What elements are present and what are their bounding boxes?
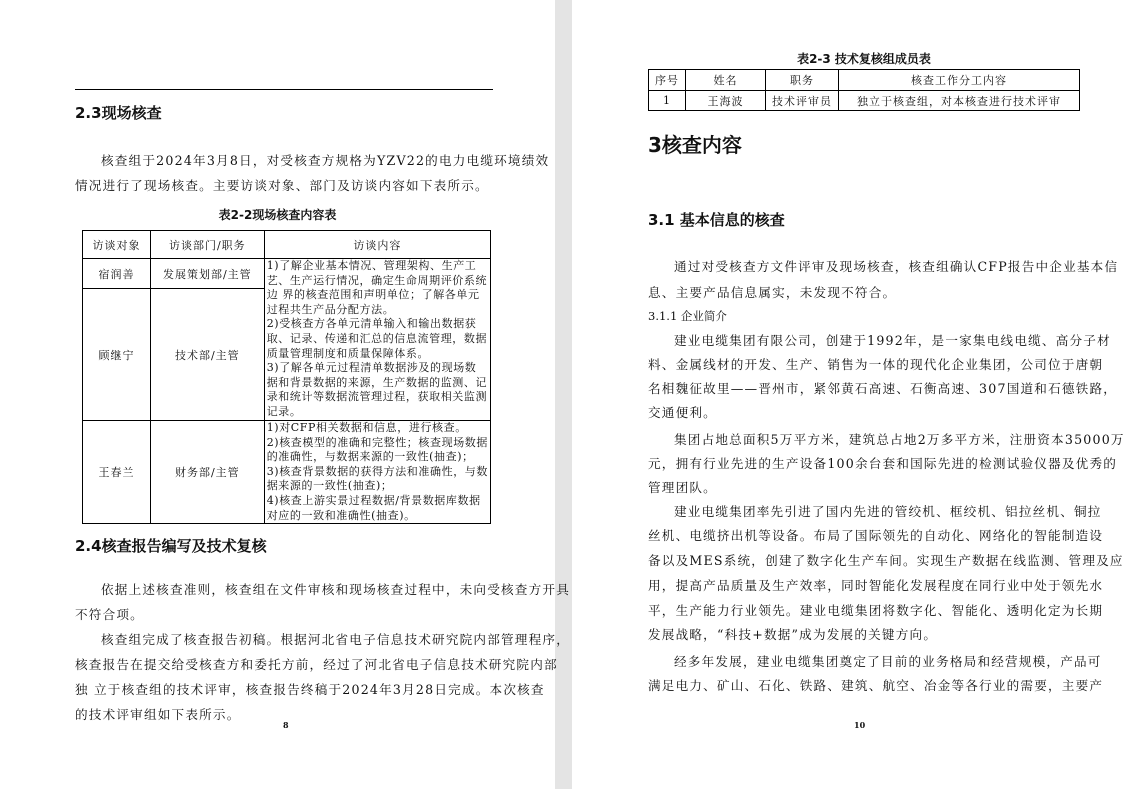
page-number: 8 [283, 720, 289, 730]
text-line: 的技术评审组如下表所示。 [75, 707, 241, 722]
text-line: 3)核查背景数据的获得方法和准确性，与数 [266, 464, 488, 478]
person-cell: 王春兰 [83, 421, 151, 524]
text-line: 依据上述核查准则，核查组在文件审核和现场核查过程中，未向受核查方开具 [101, 582, 570, 597]
text-line: 核查组于2024年3月8日，对受核查方规格为YZV22的电力电缆环境绩效 [101, 153, 550, 168]
header-rule [75, 89, 493, 90]
section-heading-3-1: 3.1 基本信息的核查 [648, 211, 785, 229]
column-header: 访谈部门/职务 [150, 231, 264, 259]
text-line: 备以及MES系统，创建了数字化生产车间。实现生产数据在线监测、管理及应 [648, 553, 1124, 568]
table-row [83, 421, 491, 524]
text-line: 据和背景数据的来源，生产数据的监测、记 [266, 375, 488, 389]
content-cell [264, 259, 490, 421]
section-heading-2-3: 2.3现场核查 [75, 104, 162, 122]
text-line: 对应的一致和准确性(抽查)。 [266, 508, 416, 522]
text-line: 艺、生产运行情况，确定生命周期评价系统 [266, 273, 488, 287]
table-caption: 表2-3 技术复核组成员表 [797, 52, 931, 66]
table-caption: 表2-2现场核查内容表 [218, 208, 337, 222]
dept-cell: 财务部/主管 [150, 421, 264, 524]
text-line: 不符合项。 [75, 607, 144, 622]
text-line: 息、主要产品信息属实，未发现不符合。 [648, 285, 897, 300]
column-header: 访谈内容 [264, 231, 490, 259]
text-line: 丝机、电缆挤出机等设备。布局了国际领先的自动化、网络化的智能制造设 [648, 528, 1104, 543]
text-line: 过程共生产品分配方法。 [266, 302, 395, 316]
text-line: 核查报告在提交给受核查方和委托方前，经过了河北省电子信息技术研究院内部 [75, 657, 558, 672]
table-row [649, 91, 1080, 111]
text-line: 4)核查上游实景过程数据/背景数据库数据 [266, 493, 481, 507]
chapter-heading: 3核查内容 [648, 133, 742, 157]
review-team-table [648, 69, 1080, 111]
text-line: 录和统计等数据流管理过程，获取相关监测 [266, 390, 488, 404]
column-header: 核查工作分工内容 [839, 70, 1080, 91]
text-line: 1)对CFP相关数据和信息，进行核查。 [266, 421, 467, 434]
text-line: 建业电缆集团有限公司，创建于1992年，是一家集电线电缆、高分子材 [674, 333, 1111, 348]
text-line: 记录。 [266, 404, 302, 418]
column-header: 职务 [766, 70, 839, 91]
text-line: 的准确性，与数据来源的一致性(抽查)； [266, 450, 474, 464]
text-line: 元，拥有行业先进的生产设备100余台套和国际先进的检测试验仪器及优秀的 [648, 456, 1118, 471]
onsite-review-table [82, 230, 491, 524]
text-line: 通过对受核查方文件评审及现场核查，核查组确认CFP报告中企业基本信 [674, 259, 1119, 274]
text-line: 发展战略，“科技+数据”成为发展的关键方向。 [648, 627, 938, 642]
text-line: 据来源的一致性(抽查)； [266, 479, 393, 493]
text-line: 管理团队。 [648, 480, 717, 495]
text-line: 平，生产能力行业领先。建业电缆集团将数字化、智能化、透明化定为长期 [648, 603, 1104, 618]
text-line: 质量管理制度和质量保障体系。 [266, 346, 430, 360]
text-line: 名相魏征故里——晋州市，紧邻黄石高速、石衡高速、307国道和石德铁路， [648, 381, 1118, 396]
text-line: 料、金属线材的开发、生产、销售为一体的现代化企业集团，公司位于唐朝 [648, 357, 1104, 372]
text-line: 交通便利。 [648, 405, 717, 420]
duty-cell: 独立于核查组，对本核查进行技术评审 [839, 91, 1080, 111]
text-line: 建业电缆集团率先引进了国内先进的管绞机、框绞机、铝拉丝机、铜拉 [674, 504, 1102, 519]
text-line: 情况进行了现场核查。主要访谈对象、部门及访谈内容如下表所示。 [75, 178, 489, 193]
subsection-heading-3-1-1: 3.1.1 企业简介 [648, 309, 727, 323]
text-line: 经多年发展，建业电缆集团奠定了目前的业务格局和经营规模，产品可 [674, 654, 1102, 669]
content-cell [264, 421, 490, 524]
text-line: 用，提高产品质量及生产效率，同时智能化发展程度在同行业中处于领先水 [648, 578, 1104, 593]
table-row [83, 259, 491, 289]
text-line: 满足电力、矿山、石化、铁路、建筑、航空、冶金等各行业的需要，主要产 [648, 678, 1104, 693]
text-line: 2)受核查方各单元清单输入和输出数据获 [266, 317, 477, 331]
page-10 [572, 0, 1125, 789]
text-line: 3)了解各单元过程清单数据涉及的现场数 [266, 361, 477, 375]
person-cell: 宿润善 [83, 259, 151, 289]
text-line: 核查组完成了核查报告初稿。根据河北省电子信息技术研究院内部管理程序， [101, 632, 570, 647]
text-line: 独 立于核查组的技术评审，核查报告终稿于2024年3月28日完成。本次核查 [75, 682, 545, 697]
dept-cell: 发展策划部/主管 [150, 259, 264, 289]
text-line: 集团占地总面积5万平方米，建筑总占地2万多平方米，注册资本35000万 [674, 432, 1125, 447]
person-cell: 顾继宁 [83, 289, 151, 421]
role-cell: 技术评审员 [766, 91, 839, 111]
column-header: 序号 [649, 70, 686, 91]
page-number: 10 [854, 720, 866, 730]
text-line: 2)核查模型的准确和完整性；核查现场数据 [266, 435, 488, 449]
name-cell: 王海波 [686, 91, 766, 111]
text-line: 取、记录、传递和汇总的信息流管理，数据 [266, 331, 488, 345]
column-header: 访谈对象 [83, 231, 151, 259]
text-line: 边 界的核查范围和声明单位；了解各单元 [266, 288, 480, 302]
dept-cell: 技术部/主管 [150, 289, 264, 421]
column-header: 姓名 [686, 70, 766, 91]
text-line: 1)了解企业基本情况、管理架构、生产工 [266, 259, 477, 272]
section-heading-2-4: 2.4核查报告编写及技术复核 [75, 537, 267, 555]
index-cell: 1 [649, 91, 686, 111]
